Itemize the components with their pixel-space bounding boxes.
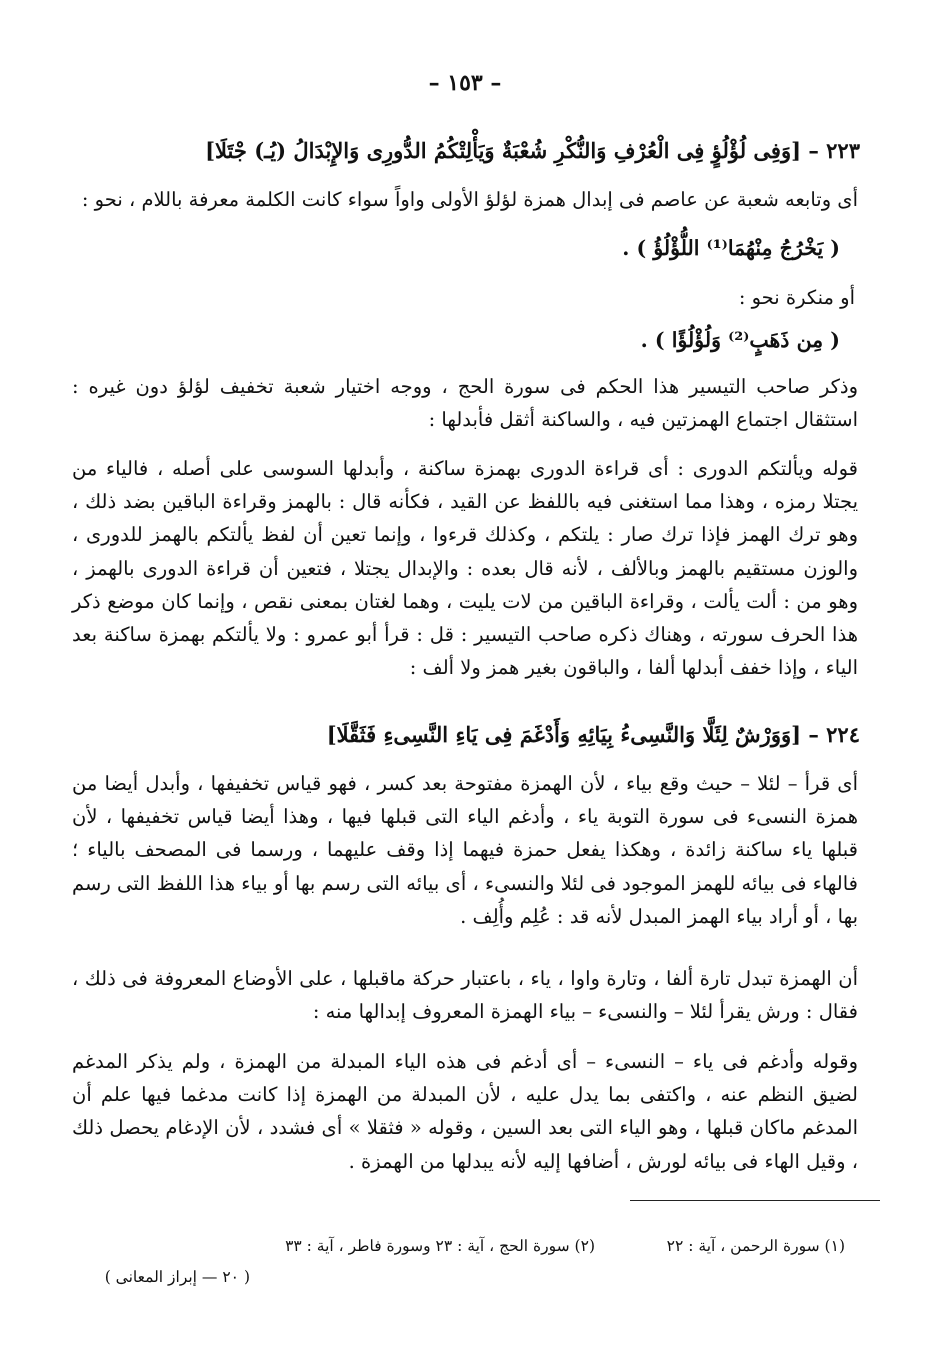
paragraph-1: أى وتابعه شعبة عن عاصم فى إبدال همزة لؤلؤ الأولى واواً سواء كانت الكلمة معرفة باللام ، نحو : [81, 188, 858, 211]
quran-quote-2: ( مِن ذَهَبٍ⁽²⁾ وَلُؤْلُؤًا ) . [640, 328, 840, 352]
paragraph-3: قوله ويألتكم الدورى : أى قراءة الدورى بهمزة ساكنة ، وأبدلها السوسى على أصله ، فالياء من يجتلا رمزه ، وهذا مما استغنى فيه باللفظ عن القيد ، فكأنه قال : بالهمز وقراءة الباقين بضد ذلك ، وهو ترك الهمز فإذا ترك صار : يلتكم ، وكذلك قرءوا ، وإنما تعين أن لفظ يألتكم بالهمز للدورى ، والوزن مستقيم بالهمز وبالألف ، لأنه قال بعده : والإبدال يجتلا ، فتعين أن قراءة الدورى بالهمز ، وهو من : ألت يألت ، وقراءة الباقين من لات يليت ، وهما لغتان بمعنى نقص ، وإنما كان موضع ذكر هذا الحرف سورته ، وهناك ذكره صاحب التيسير : قل : قرأ أبو عمرو : ولا يألتكم بهمزة ساكنة بعد الياء ، وإذا خفف أبدلها ألفا ، والباقون بغير همز ولا ألف : [72, 457, 858, 680]
footnote-divider [630, 1200, 880, 1201]
page-number: – ١٥٣ – [428, 70, 502, 96]
verse-223: ٢٢٣ – [وَفِى لُؤْلُؤٍ فِى الْعُرْفِ وَالنُّكْرِ شُعْبَةٌ وَيَأْلِتْكُمُ الدُّورِى وَالإِبْدَالُ (يُـ) جْتَلَا] [205, 138, 860, 163]
footnote-1: (١) سورة الرحمن ، آية : ٢٢ [666, 1237, 845, 1255]
footnote-2: (٢) سورة الحج ، آية : ٢٣ وسورة فاطر ، آية : ٣٣ [285, 1237, 595, 1255]
quran-quote-1: ( يَخْرُجُ مِنْهُمَا⁽¹⁾ اللُّؤْلُؤُ ) . [622, 236, 840, 260]
line-nakira: أو منكرة نحو : [738, 286, 855, 309]
paragraph-4: أى قرأ – لئلا – حيث وقع بياء ، لأن الهمزة مفتوحة بعد كسر ، فهو قياس تخفيفها ، وأبدل أيضا من همزة النسىء فى سورة التوبة ياء ، وأدغم الياء التى قبلها فيها ، وهذا أيضا قياس تخفيفها ، لأن قبلها ياء ساكنة زائدة ، وهكذا يفعل حمزة فيهما إذا وقف عليهما ، ورسما فى المصحف بالياء ؛ فالهاء فى بيائه للهمز الموجود فى لئلا والنسىء ، أى بيائه التى رسم بها أو بياء هذا اللفظ التى رسم بها ، أو أراد بياء الهمز المبدل لأنه قد : عُلِم وأُلِف . [72, 772, 858, 928]
verse-224: ٢٢٤ – [وَوَرْشٌ لِئَلَّا وَالنَّسِىءُ بِيَائِهِ وَأَدْغَمَ فِى يَاءِ النَّسِىءِ فَثَقَّلَا] [326, 722, 860, 747]
signature-mark: ( ٢٠ — إبراز المعانى ) [104, 1268, 250, 1286]
paragraph-2: وذكر صاحب التيسير هذا الحكم فى سورة الحج ، ووجه اختيار شعبة تخفيف لؤلؤ دون غيره : استثقال اجتماع الهمزتين فيه ، والساكنة أثقل فأبدلها : [72, 375, 858, 432]
paragraph-6: وقوله وأدغم فى ياء – النسىء – أى أدغم فى هذه الياء المبدلة من الهمزة ، ولم يذكر المدغم لضيق النظم عنه ، واكتفى بما يدل عليه ، لأن المبدلة من الهمزة إذا كانت مدغما فيها علم أن المدغم ماكان قبلها ، وهو الياء التى بعد السين ، وقوله « فثقلا » أى فشدد ، لأن الإدغام يحصل ذلك ، وقيل الهاء فى بيائه لورش ، أضافها إليه لأنه يبدلها من الهمزة . [72, 1050, 858, 1173]
paragraph-5: أن الهمزة تبدل تارة ألفا ، وتارة واوا ، ياء ، باعتبار حركة ماقبلها ، على الأوضاع المعروفة فى ذلك ، فقال : ورش يقرأ لئلا – والنسىء – بياء الهمزة المعروف إبدالها منه : [72, 967, 858, 1024]
